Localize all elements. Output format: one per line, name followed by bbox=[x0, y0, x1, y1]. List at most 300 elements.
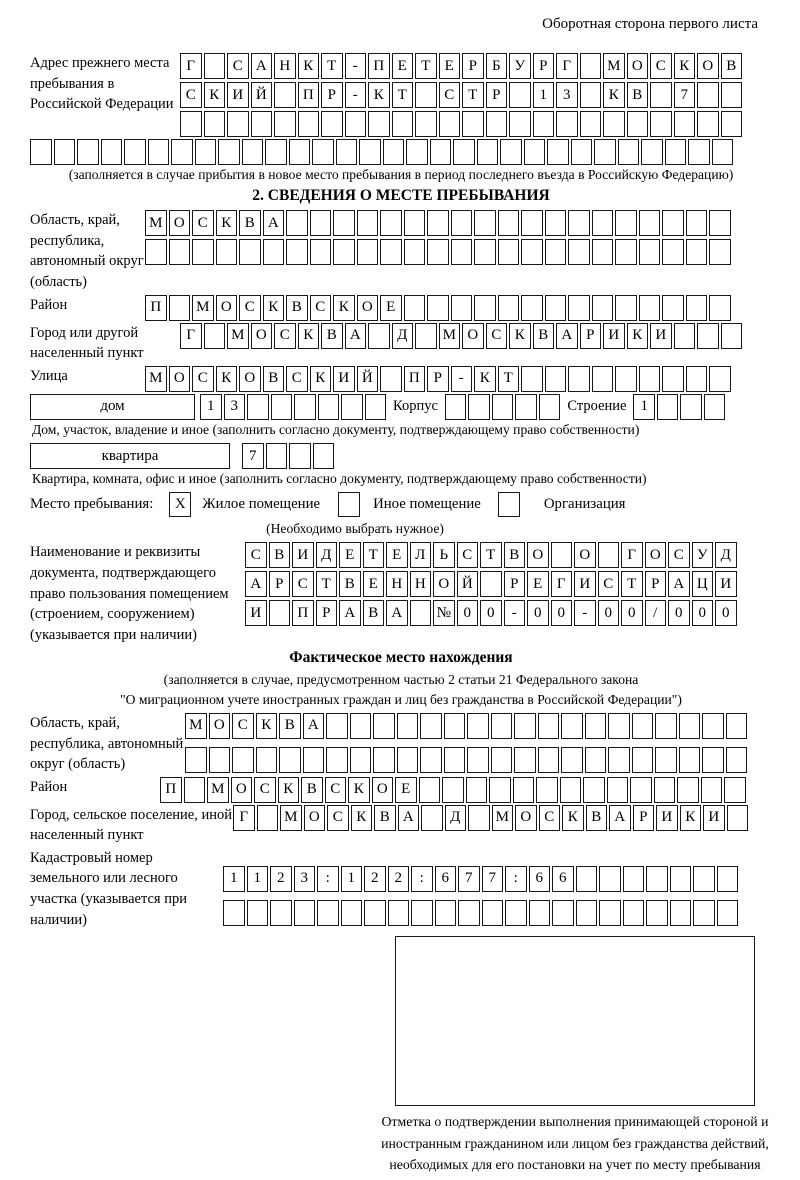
char-cell[interactable]: Б bbox=[486, 53, 508, 79]
char-cell[interactable] bbox=[576, 900, 598, 926]
char-cell[interactable] bbox=[491, 713, 513, 739]
char-cell[interactable] bbox=[721, 111, 743, 137]
char-cell[interactable]: 6 bbox=[435, 866, 457, 892]
char-cell[interactable]: К bbox=[216, 210, 238, 236]
char-cell[interactable] bbox=[580, 53, 602, 79]
char-cell[interactable] bbox=[357, 239, 379, 265]
char-cell[interactable] bbox=[289, 139, 311, 165]
char-cell[interactable]: П bbox=[368, 53, 390, 79]
char-cell[interactable]: О bbox=[239, 366, 261, 392]
char-cell[interactable] bbox=[341, 394, 363, 420]
char-cell[interactable] bbox=[397, 713, 419, 739]
char-cell[interactable] bbox=[380, 210, 402, 236]
char-cell[interactable]: К bbox=[674, 53, 696, 79]
char-cell[interactable]: 0 bbox=[480, 600, 502, 626]
char-cell[interactable] bbox=[317, 900, 339, 926]
char-cell[interactable]: Ь bbox=[433, 542, 455, 568]
char-cell[interactable] bbox=[271, 394, 293, 420]
char-cell[interactable] bbox=[654, 777, 676, 803]
char-cell[interactable]: В bbox=[239, 210, 261, 236]
char-cell[interactable]: У bbox=[692, 542, 714, 568]
char-cell[interactable]: И bbox=[292, 542, 314, 568]
char-cell[interactable] bbox=[477, 139, 499, 165]
char-cell[interactable]: Й bbox=[251, 82, 273, 108]
char-cell[interactable] bbox=[364, 900, 386, 926]
char-cell[interactable] bbox=[286, 210, 308, 236]
char-cell[interactable]: 7 bbox=[482, 866, 504, 892]
char-cell[interactable] bbox=[350, 747, 372, 773]
char-cell[interactable] bbox=[498, 239, 520, 265]
char-cell[interactable]: : bbox=[505, 866, 527, 892]
char-cell[interactable] bbox=[279, 747, 301, 773]
char-cell[interactable]: О bbox=[574, 542, 596, 568]
char-cell[interactable]: 0 bbox=[551, 600, 573, 626]
char-cell[interactable]: 1 bbox=[223, 866, 245, 892]
char-cell[interactable] bbox=[368, 111, 390, 137]
char-cell[interactable] bbox=[599, 866, 621, 892]
char-cell[interactable] bbox=[232, 747, 254, 773]
char-cell[interactable] bbox=[427, 239, 449, 265]
char-cell[interactable]: М bbox=[227, 323, 249, 349]
char-cell[interactable]: С bbox=[180, 82, 202, 108]
char-cell[interactable]: К bbox=[603, 82, 625, 108]
char-cell[interactable] bbox=[350, 713, 372, 739]
char-cell[interactable]: В bbox=[533, 323, 555, 349]
char-cell[interactable]: А bbox=[339, 600, 361, 626]
char-cell[interactable]: Т bbox=[462, 82, 484, 108]
char-cell[interactable] bbox=[693, 900, 715, 926]
char-cell[interactable]: Д bbox=[715, 542, 737, 568]
char-cell[interactable]: 3 bbox=[556, 82, 578, 108]
char-cell[interactable] bbox=[709, 295, 731, 321]
char-cell[interactable] bbox=[686, 239, 708, 265]
char-cell[interactable]: В bbox=[269, 542, 291, 568]
char-cell[interactable] bbox=[545, 239, 567, 265]
char-cell[interactable] bbox=[298, 111, 320, 137]
char-cell[interactable] bbox=[380, 239, 402, 265]
char-cell[interactable]: С bbox=[239, 295, 261, 321]
char-cell[interactable] bbox=[721, 323, 743, 349]
char-cell[interactable]: К bbox=[333, 295, 355, 321]
char-cell[interactable]: О bbox=[433, 571, 455, 597]
char-cell[interactable] bbox=[639, 366, 661, 392]
char-cell[interactable]: С bbox=[245, 542, 267, 568]
char-cell[interactable] bbox=[145, 239, 167, 265]
char-cell[interactable] bbox=[576, 866, 598, 892]
char-cell[interactable]: И bbox=[703, 805, 725, 831]
char-cell[interactable] bbox=[404, 239, 426, 265]
char-cell[interactable] bbox=[184, 777, 206, 803]
char-cell[interactable]: - bbox=[345, 53, 367, 79]
char-cell[interactable]: Г bbox=[551, 571, 573, 597]
char-cell[interactable]: Р bbox=[645, 571, 667, 597]
char-cell[interactable] bbox=[321, 111, 343, 137]
char-cell[interactable]: О bbox=[645, 542, 667, 568]
char-cell[interactable]: О bbox=[527, 542, 549, 568]
char-cell[interactable] bbox=[257, 805, 279, 831]
char-cell[interactable] bbox=[406, 139, 428, 165]
char-cell[interactable] bbox=[704, 394, 726, 420]
char-cell[interactable] bbox=[263, 239, 285, 265]
char-cell[interactable] bbox=[655, 747, 677, 773]
char-cell[interactable]: Г bbox=[621, 542, 643, 568]
char-cell[interactable] bbox=[169, 239, 191, 265]
char-cell[interactable] bbox=[204, 111, 226, 137]
char-cell[interactable]: С bbox=[439, 82, 461, 108]
char-cell[interactable] bbox=[256, 747, 278, 773]
char-cell[interactable]: Т bbox=[363, 542, 385, 568]
char-cell[interactable]: А bbox=[398, 805, 420, 831]
char-cell[interactable] bbox=[568, 295, 590, 321]
char-cell[interactable]: А bbox=[251, 53, 273, 79]
char-cell[interactable]: 0 bbox=[527, 600, 549, 626]
char-cell[interactable] bbox=[702, 713, 724, 739]
char-cell[interactable] bbox=[180, 111, 202, 137]
char-cell[interactable] bbox=[646, 866, 668, 892]
char-cell[interactable] bbox=[608, 713, 630, 739]
char-cell[interactable]: К bbox=[562, 805, 584, 831]
char-cell[interactable] bbox=[294, 900, 316, 926]
char-cell[interactable]: В bbox=[263, 366, 285, 392]
char-cell[interactable] bbox=[657, 394, 679, 420]
char-cell[interactable] bbox=[397, 747, 419, 773]
char-cell[interactable] bbox=[468, 394, 490, 420]
char-cell[interactable]: № bbox=[433, 600, 455, 626]
char-cell[interactable] bbox=[662, 366, 684, 392]
char-cell[interactable]: С bbox=[227, 53, 249, 79]
char-cell[interactable] bbox=[509, 82, 531, 108]
char-cell[interactable] bbox=[717, 900, 739, 926]
char-cell[interactable]: В bbox=[504, 542, 526, 568]
char-cell[interactable] bbox=[101, 139, 123, 165]
char-cell[interactable] bbox=[521, 366, 543, 392]
char-cell[interactable] bbox=[592, 295, 614, 321]
char-cell[interactable]: С bbox=[274, 323, 296, 349]
char-cell[interactable] bbox=[538, 713, 560, 739]
char-cell[interactable] bbox=[639, 239, 661, 265]
char-cell[interactable] bbox=[223, 900, 245, 926]
char-cell[interactable] bbox=[491, 747, 513, 773]
char-cell[interactable]: К bbox=[298, 323, 320, 349]
char-cell[interactable]: О bbox=[169, 210, 191, 236]
char-cell[interactable] bbox=[592, 210, 614, 236]
char-cell[interactable]: В bbox=[301, 777, 323, 803]
char-cell[interactable]: К bbox=[298, 53, 320, 79]
char-cell[interactable] bbox=[686, 210, 708, 236]
char-cell[interactable]: Р bbox=[633, 805, 655, 831]
char-cell[interactable] bbox=[547, 139, 569, 165]
char-cell[interactable] bbox=[592, 239, 614, 265]
char-cell[interactable]: С bbox=[192, 210, 214, 236]
char-cell[interactable] bbox=[726, 713, 748, 739]
char-cell[interactable]: Р bbox=[462, 53, 484, 79]
char-cell[interactable] bbox=[709, 366, 731, 392]
char-cell[interactable]: О bbox=[251, 323, 273, 349]
char-cell[interactable]: Е bbox=[392, 53, 414, 79]
char-cell[interactable]: И bbox=[650, 323, 672, 349]
char-cell[interactable]: Р bbox=[321, 82, 343, 108]
char-cell[interactable] bbox=[524, 139, 546, 165]
char-cell[interactable] bbox=[468, 805, 490, 831]
char-cell[interactable]: 0 bbox=[715, 600, 737, 626]
char-cell[interactable]: М bbox=[280, 805, 302, 831]
char-cell[interactable] bbox=[486, 111, 508, 137]
char-cell[interactable] bbox=[561, 747, 583, 773]
char-cell[interactable] bbox=[357, 210, 379, 236]
char-cell[interactable]: К bbox=[474, 366, 496, 392]
char-cell[interactable]: О bbox=[231, 777, 253, 803]
char-cell[interactable]: С bbox=[650, 53, 672, 79]
char-cell[interactable] bbox=[697, 323, 719, 349]
char-cell[interactable] bbox=[467, 747, 489, 773]
char-cell[interactable]: П bbox=[298, 82, 320, 108]
char-cell[interactable]: 1 bbox=[341, 866, 363, 892]
char-cell[interactable]: С bbox=[192, 366, 214, 392]
char-cell[interactable]: 3 bbox=[224, 394, 246, 420]
char-cell[interactable] bbox=[270, 900, 292, 926]
char-cell[interactable] bbox=[618, 139, 640, 165]
char-cell[interactable]: 1 bbox=[633, 394, 655, 420]
char-cell[interactable]: М bbox=[185, 713, 207, 739]
char-cell[interactable] bbox=[623, 900, 645, 926]
char-cell[interactable]: У bbox=[509, 53, 531, 79]
char-cell[interactable] bbox=[373, 713, 395, 739]
char-cell[interactable] bbox=[427, 295, 449, 321]
char-cell[interactable] bbox=[420, 713, 442, 739]
char-cell[interactable] bbox=[680, 394, 702, 420]
char-cell[interactable] bbox=[365, 394, 387, 420]
char-cell[interactable] bbox=[54, 139, 76, 165]
char-cell[interactable]: И bbox=[603, 323, 625, 349]
char-cell[interactable] bbox=[124, 139, 146, 165]
char-cell[interactable] bbox=[336, 139, 358, 165]
char-cell[interactable] bbox=[561, 713, 583, 739]
char-cell[interactable] bbox=[435, 900, 457, 926]
char-cell[interactable]: И bbox=[333, 366, 355, 392]
char-cell[interactable] bbox=[539, 394, 561, 420]
char-cell[interactable]: В bbox=[721, 53, 743, 79]
char-cell[interactable] bbox=[598, 542, 620, 568]
char-cell[interactable]: С bbox=[232, 713, 254, 739]
char-cell[interactable]: А bbox=[668, 571, 690, 597]
char-cell[interactable]: В bbox=[627, 82, 649, 108]
char-cell[interactable] bbox=[533, 111, 555, 137]
char-cell[interactable]: Т bbox=[415, 53, 437, 79]
char-cell[interactable] bbox=[615, 295, 637, 321]
char-cell[interactable] bbox=[274, 82, 296, 108]
char-cell[interactable] bbox=[615, 366, 637, 392]
char-cell[interactable] bbox=[662, 210, 684, 236]
char-cell[interactable]: О bbox=[627, 53, 649, 79]
char-cell[interactable] bbox=[310, 210, 332, 236]
char-cell[interactable]: Г bbox=[556, 53, 578, 79]
char-cell[interactable] bbox=[326, 747, 348, 773]
char-cell[interactable] bbox=[415, 82, 437, 108]
char-cell[interactable]: К bbox=[348, 777, 370, 803]
char-cell[interactable]: С bbox=[668, 542, 690, 568]
char-cell[interactable] bbox=[615, 239, 637, 265]
char-cell[interactable] bbox=[568, 210, 590, 236]
char-cell[interactable]: Н bbox=[410, 571, 432, 597]
char-cell[interactable] bbox=[303, 747, 325, 773]
char-cell[interactable]: О bbox=[515, 805, 537, 831]
char-cell[interactable] bbox=[148, 139, 170, 165]
char-cell[interactable] bbox=[571, 139, 593, 165]
char-cell[interactable]: М bbox=[207, 777, 229, 803]
char-cell[interactable]: - bbox=[504, 600, 526, 626]
char-cell[interactable]: 3 bbox=[294, 866, 316, 892]
char-cell[interactable] bbox=[505, 900, 527, 926]
char-cell[interactable]: 2 bbox=[364, 866, 386, 892]
char-cell[interactable]: Е bbox=[527, 571, 549, 597]
char-cell[interactable]: 6 bbox=[529, 866, 551, 892]
char-cell[interactable]: Е bbox=[439, 53, 461, 79]
char-cell[interactable] bbox=[545, 295, 567, 321]
char-cell[interactable]: П bbox=[145, 295, 167, 321]
char-cell[interactable]: / bbox=[645, 600, 667, 626]
char-cell[interactable]: Т bbox=[621, 571, 643, 597]
char-cell[interactable]: М bbox=[603, 53, 625, 79]
char-cell[interactable]: Й bbox=[457, 571, 479, 597]
char-cell[interactable] bbox=[509, 111, 531, 137]
char-cell[interactable] bbox=[392, 111, 414, 137]
char-cell[interactable] bbox=[274, 111, 296, 137]
char-cell[interactable] bbox=[195, 139, 217, 165]
char-cell[interactable] bbox=[726, 747, 748, 773]
char-cell[interactable] bbox=[709, 210, 731, 236]
char-cell[interactable]: О bbox=[697, 53, 719, 79]
char-cell[interactable]: 6 bbox=[552, 866, 574, 892]
char-cell[interactable] bbox=[514, 747, 536, 773]
char-cell[interactable] bbox=[632, 713, 654, 739]
char-cell[interactable]: К bbox=[351, 805, 373, 831]
char-cell[interactable] bbox=[474, 295, 496, 321]
char-cell[interactable] bbox=[662, 295, 684, 321]
char-cell[interactable] bbox=[521, 295, 543, 321]
char-cell[interactable]: О bbox=[462, 323, 484, 349]
char-cell[interactable]: М bbox=[492, 805, 514, 831]
char-cell[interactable]: Р bbox=[486, 82, 508, 108]
char-cell[interactable]: С bbox=[254, 777, 276, 803]
char-cell[interactable] bbox=[388, 900, 410, 926]
char-cell[interactable] bbox=[599, 900, 621, 926]
char-cell[interactable] bbox=[341, 900, 363, 926]
char-cell[interactable] bbox=[451, 210, 473, 236]
char-cell[interactable] bbox=[492, 394, 514, 420]
char-cell[interactable] bbox=[192, 239, 214, 265]
char-cell[interactable] bbox=[359, 139, 381, 165]
char-cell[interactable] bbox=[677, 777, 699, 803]
char-cell[interactable] bbox=[474, 239, 496, 265]
char-cell[interactable] bbox=[552, 900, 574, 926]
char-cell[interactable] bbox=[312, 139, 334, 165]
char-cell[interactable] bbox=[674, 323, 696, 349]
char-cell[interactable]: Е bbox=[395, 777, 417, 803]
char-cell[interactable] bbox=[247, 900, 269, 926]
char-cell[interactable]: Г bbox=[180, 53, 202, 79]
checkbox-other-premises[interactable] bbox=[338, 492, 360, 517]
char-cell[interactable] bbox=[310, 239, 332, 265]
char-cell[interactable]: С bbox=[325, 777, 347, 803]
char-cell[interactable]: Г bbox=[180, 323, 202, 349]
char-cell[interactable] bbox=[171, 139, 193, 165]
char-cell[interactable] bbox=[445, 394, 467, 420]
char-cell[interactable] bbox=[462, 111, 484, 137]
char-cell[interactable]: С bbox=[457, 542, 479, 568]
char-cell[interactable] bbox=[568, 239, 590, 265]
char-cell[interactable] bbox=[679, 747, 701, 773]
char-cell[interactable] bbox=[679, 713, 701, 739]
char-cell[interactable]: К bbox=[310, 366, 332, 392]
char-cell[interactable]: М bbox=[439, 323, 461, 349]
char-cell[interactable] bbox=[444, 713, 466, 739]
char-cell[interactable]: С bbox=[292, 571, 314, 597]
char-cell[interactable]: И bbox=[227, 82, 249, 108]
char-cell[interactable] bbox=[404, 295, 426, 321]
char-cell[interactable] bbox=[627, 111, 649, 137]
char-cell[interactable]: Р bbox=[504, 571, 526, 597]
char-cell[interactable]: Р bbox=[269, 571, 291, 597]
char-cell[interactable]: В bbox=[586, 805, 608, 831]
house-type-box[interactable]: дом bbox=[30, 394, 195, 420]
char-cell[interactable] bbox=[701, 777, 723, 803]
char-cell[interactable]: П bbox=[292, 600, 314, 626]
char-cell[interactable] bbox=[607, 777, 629, 803]
char-cell[interactable] bbox=[498, 295, 520, 321]
char-cell[interactable]: К bbox=[278, 777, 300, 803]
char-cell[interactable] bbox=[404, 210, 426, 236]
char-cell[interactable] bbox=[345, 111, 367, 137]
char-cell[interactable] bbox=[670, 900, 692, 926]
char-cell[interactable]: А bbox=[263, 210, 285, 236]
char-cell[interactable]: Р bbox=[533, 53, 555, 79]
char-cell[interactable]: А bbox=[245, 571, 267, 597]
char-cell[interactable] bbox=[169, 295, 191, 321]
char-cell[interactable]: Т bbox=[498, 366, 520, 392]
char-cell[interactable] bbox=[717, 866, 739, 892]
char-cell[interactable]: О bbox=[209, 713, 231, 739]
char-cell[interactable] bbox=[442, 777, 464, 803]
char-cell[interactable] bbox=[419, 777, 441, 803]
char-cell[interactable] bbox=[333, 210, 355, 236]
char-cell[interactable] bbox=[639, 295, 661, 321]
char-cell[interactable]: К bbox=[680, 805, 702, 831]
char-cell[interactable] bbox=[521, 210, 543, 236]
char-cell[interactable] bbox=[594, 139, 616, 165]
char-cell[interactable] bbox=[662, 239, 684, 265]
char-cell[interactable] bbox=[545, 210, 567, 236]
char-cell[interactable]: 7 bbox=[458, 866, 480, 892]
char-cell[interactable] bbox=[326, 713, 348, 739]
char-cell[interactable] bbox=[204, 53, 226, 79]
char-cell[interactable]: К bbox=[216, 366, 238, 392]
char-cell[interactable] bbox=[665, 139, 687, 165]
char-cell[interactable]: Т bbox=[392, 82, 414, 108]
char-cell[interactable] bbox=[77, 139, 99, 165]
char-cell[interactable] bbox=[639, 210, 661, 236]
char-cell[interactable] bbox=[444, 747, 466, 773]
char-cell[interactable] bbox=[655, 713, 677, 739]
char-cell[interactable] bbox=[482, 900, 504, 926]
char-cell[interactable]: В bbox=[339, 571, 361, 597]
char-cell[interactable] bbox=[453, 139, 475, 165]
char-cell[interactable]: М bbox=[145, 366, 167, 392]
char-cell[interactable]: К bbox=[256, 713, 278, 739]
char-cell[interactable] bbox=[580, 82, 602, 108]
char-cell[interactable]: Ц bbox=[692, 571, 714, 597]
char-cell[interactable] bbox=[410, 600, 432, 626]
char-cell[interactable]: : bbox=[317, 866, 339, 892]
